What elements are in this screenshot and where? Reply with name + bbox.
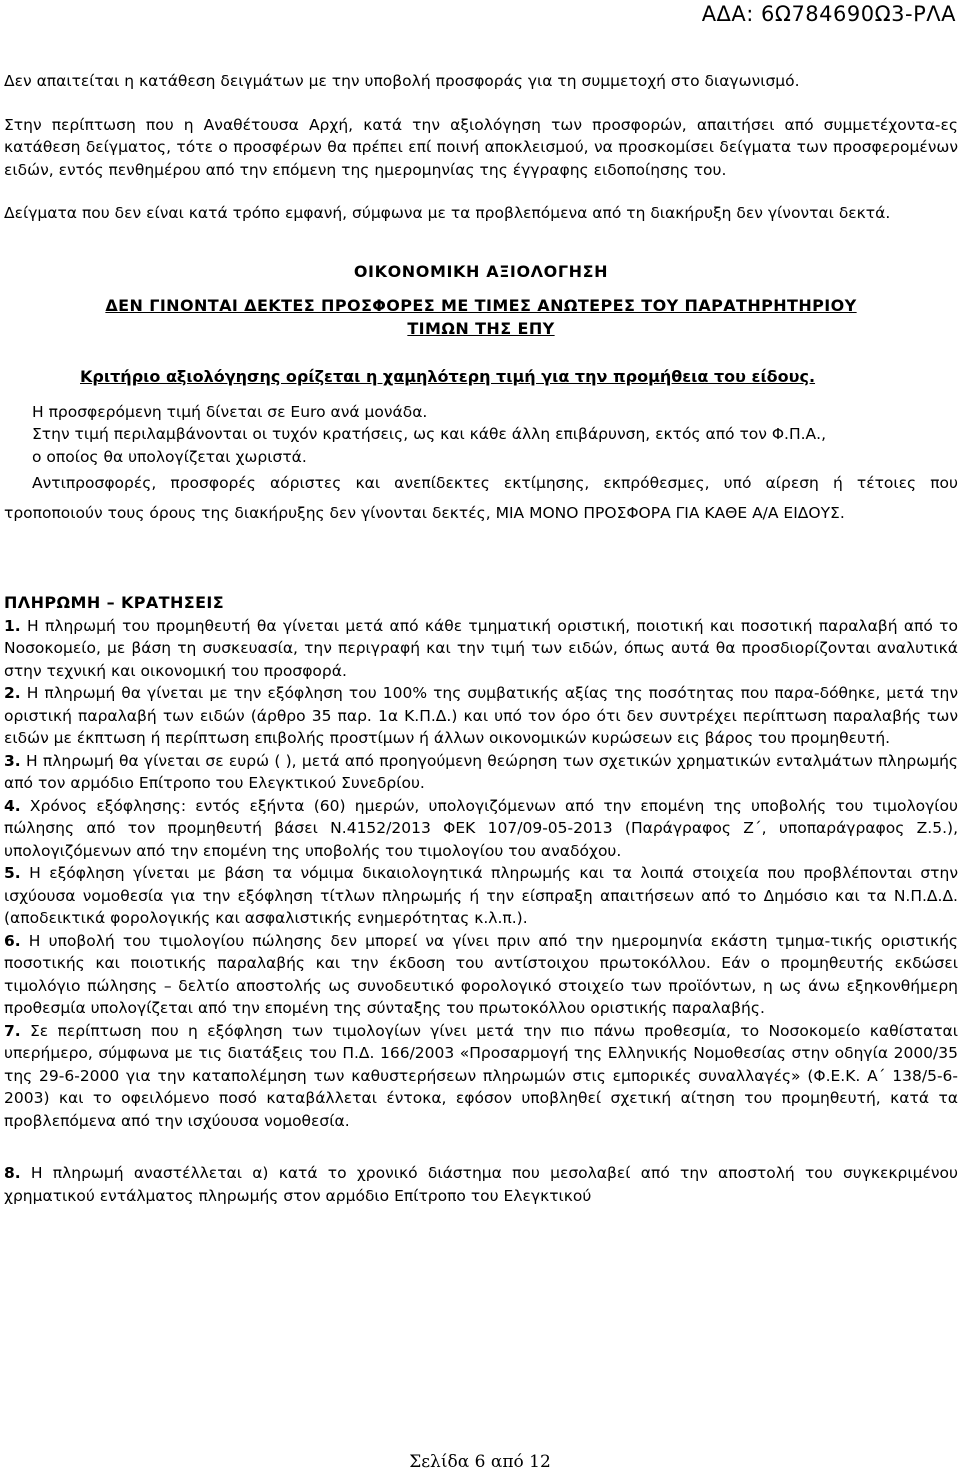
payment-item-number: 5. bbox=[4, 864, 21, 882]
payment-item-number: 1. bbox=[4, 616, 21, 635]
payment-item-text: Η εξόφληση γίνεται με βάση τα νόμιμα δικαιολογητικά πληρωμής και τα λοιπά στοιχεία που προβλέπονται στην ισχύουσα νομοθεσία για την εξόφληση τίτλων πληρωμής ή την είσπραξη απαιτήσεων από το Δημόσιο και τα Ν.Π.Δ.Δ. (αποδεικτικά φορολογικής και ασφαλιστικής ενημερότητας κ.λ.π.). bbox=[4, 864, 958, 927]
page-number: Σελίδα 6 από 12 bbox=[409, 1452, 551, 1472]
ada-code: ΑΔΑ: 6Ω784690Ω3-ΡΛΑ bbox=[701, 2, 956, 26]
counteroffers-rejected: Αντιπροσφορές, προσφορές αόριστες και ανεπίδεκτες εκτίμησης, εκπρόθεσμες, υπό αίρεση ή τέτοιες που τροποποιούν τους όρους της διακήρυξης δεν γίνονται δεκτές, ΜΙΑ ΜΟΝΟ ΠΡΟΣΦΟΡΑ ΓΙΑ ΚΑΘΕ Α/Α ΕΙΔΟΥΣ. bbox=[4, 474, 958, 522]
award-criterion: Κριτήριο αξιολόγησης ορίζεται η χαμηλότερη τιμή για την προμήθεια του είδους. bbox=[80, 367, 816, 386]
price-warning-line-2: ΤΙΜΩΝ ΤΗΣ ΕΠΥ bbox=[407, 318, 555, 338]
vat-calculated-separately: ο οποίος θα υπολογίζεται χωριστά. bbox=[32, 447, 307, 466]
payment-item-6 bbox=[4, 930, 958, 1020]
payment-item-number: 3. bbox=[4, 751, 21, 770]
payment-heading: ΠΛΗΡΩΜΗ – ΚΡΑΤΗΣΕΙΣ bbox=[4, 593, 225, 612]
financial-evaluation-title: ΟΙΚΟΝΟΜΙΚΗ ΑΞΙΟΛΟΓΗΣΗ bbox=[353, 261, 609, 281]
payment-item-text: Η πληρωμή θα γίνεται με την εξόφληση του 100% της συμβατικής αξίας της ποσότητας που παρα-δόθηκε, μετά την οριστική παραλαβή των ειδών (άρθρο 35 παρ. 1α Κ.Π.Δ.) και υπό τον όρο ότι δεν συντρέχει περίπτωση παραλαβής των ειδών με έκπτωση ή περίπτωση επιβολής προστίμων ή άλλων οικονομικών κυρώσεων εις βάρος του προμηθευτή. bbox=[4, 684, 958, 747]
payment-item-number: 4. bbox=[4, 796, 21, 815]
payment-item-8 bbox=[4, 1162, 958, 1207]
price-includes-charges: Στην τιμή περιλαμβάνονται οι τυχόν κρατήσεις, ως και κάθε άλλη επιβάρυνση, εκτός από τον Φ.Π.Α., bbox=[32, 425, 827, 443]
payment-item-number: 8. bbox=[4, 1164, 21, 1182]
payment-item-text: Η πληρωμή θα γίνεται σε ευρώ ( ), μετά από προηγούμενη θεώρηση των σχετικών χρηματικών ενταλμάτων πληρωμής από τον αρμόδιο Επίτροπο του Ελεγκτικού Συνεδρίου. bbox=[4, 751, 958, 792]
page-content bbox=[4, 70, 958, 1207]
payment-item-text: Η υποβολή του τιμολογίου πώλησης δεν μπορεί να γίνει πριν από την ημερομηνία εκάστη τμημα-τικής οριστικής ποσοτικής και ποιοτικής παραλαβής και την έκδοση του αντίστοιχου πρωτοκόλλου. Εάν ο προμηθευτής εκδώσει τιμολόγιο πώλησης – δελτίο αποστολής ως συνοδευτικό φορολογικό στοιχείο των προϊόντων, η ως άνω εξηκονθήμερη προθεσμία υπολογίζεται από την επομένη της σύνταξης του πρωτοκόλλου οριστικής παραλαβής. bbox=[4, 931, 958, 1017]
payment-item-text: Η πληρωμή του προμηθευτή θα γίνεται μετά από κάθε τμηματική οριστική, ποιοτική και ποσοτική παραλαβή από το Νοσοκομείο, με βάση τη συσκευασία, την περιγραφή και την τιμή των ειδών, όπως αυτά θα προσδιορίζονται αναλυτικά στην τεχνική και οικονομική του προσφορά. bbox=[4, 616, 958, 680]
payment-item-number: 2. bbox=[4, 684, 21, 702]
payment-item-1 bbox=[4, 615, 958, 683]
payment-item-number: 6. bbox=[4, 931, 21, 950]
price-warning-line-1: ΔΕΝ ΓΙΝΟΝΤΑΙ ΔΕΚΤΕΣ ΠΡΟΣΦΟΡΕΣ ΜΕ ΤΙΜΕΣ ΑΝΩΤΕΡΕΣ ΤΟΥ ΠΑΡΑΤΗΡΗΤΗΡΙΟΥ bbox=[105, 296, 857, 315]
payment-item-7 bbox=[4, 1020, 958, 1133]
payment-item-text: Η πληρωμή αναστέλλεται α) κατά το χρονικό διάστημα που μεσολαβεί από την αποστολή του συγκεκριμένου χρηματικού εντάλματος πληρωμής στον αρμόδιο Επίτροπο του Ελεγκτικού bbox=[4, 1164, 958, 1205]
paragraph-samples-not-required: Δεν απαιτείται η κατάθεση δειγμάτων με την υποβολή προσφοράς για τη συμμετοχή στο διαγωνισμό. bbox=[4, 72, 800, 90]
payment-item-3 bbox=[4, 750, 958, 795]
payment-item-text: Σε περίπτωση που η εξόφληση των τιμολογίων γίνει μετά την πιο πάνω προθεσμία, το Νοσοκομείο καθίσταται υπερήμερο, σύμφωνα με τις διατάξεις του Π.Δ. 166/2003 «Προσαρμογή της Ελληνικής Νομοθεσίας στην οδηγία 2000/35 της 29-6-2000 για την καταπολέμηση των καθυστερήσεων πληρωμών στις εμπορικές συναλλαγές» (Φ.Ε.Κ. Α΄ 138/5-6-2003) και το οφειλόμενο ποσό καταβάλλεται έντοκα, εφόσον υποβληθεί σχετική αίτηση του προμηθευτή, κατά τα προβλεπόμενα από την ισχύουσα νομοθεσία. bbox=[4, 1021, 958, 1130]
payment-item-number: 7. bbox=[4, 1021, 21, 1040]
price-in-euro: Η προσφερόμενη τιμή δίνεται σε Euro ανά μονάδα. bbox=[32, 402, 428, 421]
paragraph-samples-rejected: Δείγματα που δεν είναι κατά τρόπο εμφανή, σύμφωνα με τα προβλεπόμενα από τη διακήρυξη δεν γίνονται δεκτά. bbox=[4, 204, 891, 222]
paragraph-samples-request: Στην περίπτωση που η Αναθέτουσα Αρχή, κατά την αξιολόγηση των προσφορών, απαιτήσει από συμμετέχοντα-ες κατάθεση δείγματος, τότε ο προσφέρων θα πρέπει επί ποινή αποκλεισμού, να προσκομίσει δείγματα των προσφερομένων ειδών, εντός πενθημέρου από την επόμενη της ημερομηνίας της έγγραφης ειδοποίησης του. bbox=[4, 115, 958, 179]
payment-item-5 bbox=[4, 862, 958, 930]
payment-item-4 bbox=[4, 795, 958, 863]
payment-item-text: Χρόνος εξόφλησης: εντός εξήντα (60) ημερών, υπολογιζόμενων από την επομένη της υποβολής του τιμολογίου πώλησης από τον προμηθευτή βάσει Ν.4152/2013 ΦΕΚ 107/09-05-2013 (Παράγραφος Ζ΄, υποπαράγραφος Ζ.5.), υπολογιζόμενων από την επομένη της υποβολής του τιμολογίου του αναδόχου. bbox=[4, 796, 958, 860]
payment-item-2 bbox=[4, 682, 958, 750]
